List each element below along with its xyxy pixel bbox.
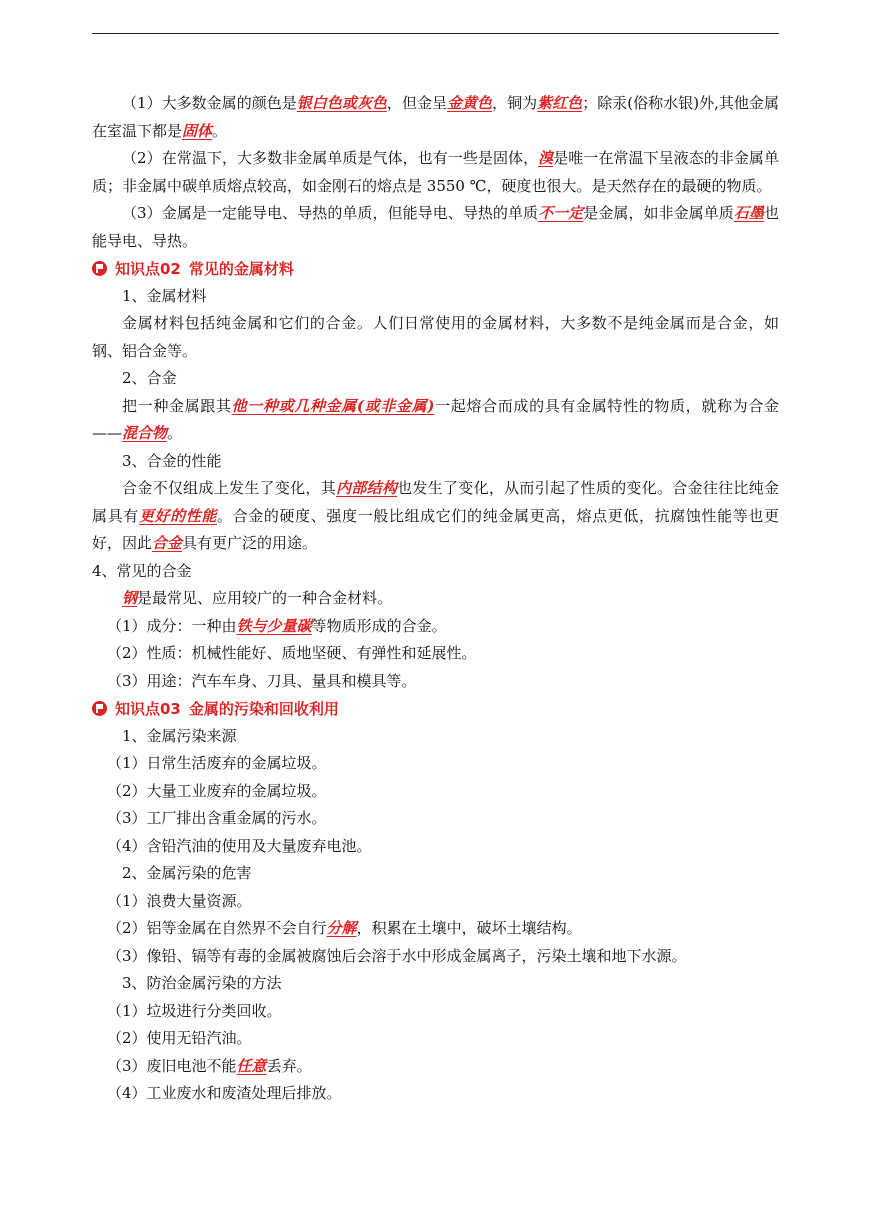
- text: （1）成分：一种由: [107, 616, 237, 635]
- text: 等物质形成的合金。: [311, 616, 447, 635]
- text: （2）在常温下，大多数非金属单质是气体，也有一些是固体，: [122, 149, 539, 167]
- text: 。合金的硬度、强度一般比组成它们的纯金属更高，熔点更低，抗腐蚀性能等也更好，因此: [92, 506, 779, 552]
- text: 丢弃。: [266, 1056, 312, 1075]
- text: （1）大多数金属的颜色是: [122, 94, 297, 112]
- keyword: 内部结构: [336, 479, 398, 497]
- text: 把一种金属跟其: [122, 396, 232, 415]
- text: 。: [167, 424, 183, 442]
- text: 合金不仅组成上发生了变化，其: [122, 479, 336, 497]
- keyword: 他一种或几种金属(或非金属): [231, 396, 435, 415]
- text: （3）金属是一定能导电、导热的单质，但能导电、导热的单质: [122, 204, 539, 222]
- text: 是最常见、应用较广的一种合金材料。: [137, 589, 393, 607]
- metal-color-paragraph: [92, 90, 779, 145]
- list-item: （3）工厂排出含重金属的污水。: [107, 809, 327, 827]
- text: 是唯一在常温下呈液态的非金属单质；非金属中碳单质熔点较高，如金刚石的熔点是 3550 ℃，硬度也很大。是天然存在的最硬的物质。: [92, 149, 779, 195]
- text: （3）废旧电池不能: [107, 1056, 237, 1075]
- list-item: （3）像铅、镉等有毒的金属被腐蚀后会溶于水中形成金属离子，污染土壤和地下水源。: [107, 946, 687, 965]
- keyword: 金黄色: [447, 94, 493, 112]
- list-item: [92, 1053, 779, 1081]
- text: 具有更广泛的用途。: [182, 534, 318, 552]
- text: 是金属，如非金属单质: [583, 204, 734, 222]
- flag-icon: [92, 261, 107, 276]
- section-number: 知识点03: [115, 700, 181, 719]
- steel-paragraph: [92, 585, 779, 613]
- paragraph: 金属材料包括纯金属和它们的合金。人们日常使用的金属材料，大多数不是纯金属而是合金，如钢、铝合金等。: [92, 314, 779, 360]
- section-number: 知识点02: [115, 260, 181, 279]
- header-rule: [92, 33, 779, 34]
- text: 也发生了变化，从而引起了性质的变化。合金往往比纯金属具有: [92, 479, 779, 525]
- list-item: （2）大量工业废弃的金属垃圾。: [107, 781, 327, 800]
- keyword: 溴: [538, 149, 554, 167]
- keyword: 石墨: [733, 204, 764, 222]
- document-body: [92, 90, 779, 1108]
- section-title: 常见的金属材料: [188, 260, 294, 279]
- keyword: 银白色或灰色: [296, 94, 387, 112]
- list-item: （3）用途：汽车车身、刀具、量具和模具等。: [107, 671, 417, 690]
- subheading: 2、合金: [122, 369, 177, 387]
- text: ，铜为: [492, 94, 538, 112]
- list-item: （1）日常生活废弃的金属垃圾。: [107, 754, 327, 772]
- keyword: 更好的性能: [138, 506, 218, 525]
- keyword: 合金: [152, 534, 183, 552]
- list-item: （2）使用无铅汽油。: [107, 1029, 252, 1047]
- text: 一起熔合而成的具有金属特性的物质，就称为合金——: [92, 396, 779, 442]
- keyword: 任意: [236, 1056, 267, 1075]
- subheading: 1、金属污染来源: [122, 726, 237, 745]
- text: 也能导电、导热。: [92, 204, 779, 250]
- section-title: 金属的污染和回收利用: [188, 700, 339, 719]
- keyword: 固体: [182, 121, 213, 140]
- keyword: 混合物: [122, 424, 168, 442]
- alloy-definition-paragraph: [92, 393, 779, 448]
- flag-icon: [92, 701, 107, 716]
- keyword: 钢: [122, 589, 138, 607]
- section-heading-02: [92, 255, 779, 283]
- keyword: 紫红色: [537, 94, 583, 112]
- list-item: [92, 915, 779, 943]
- subheading: 3、合金的性能: [122, 451, 222, 470]
- keyword: 铁与少量碳: [236, 616, 312, 635]
- list-item: （1）浪费大量资源。: [107, 891, 252, 910]
- conductivity-paragraph: [92, 200, 779, 255]
- alloy-properties-paragraph: [92, 475, 779, 558]
- text: 。: [212, 121, 228, 140]
- subheading: 1、金属材料: [122, 286, 207, 305]
- text: ，但金呈: [386, 94, 448, 112]
- subheading: 3、防治金属污染的方法: [122, 974, 282, 992]
- list-item: （1）垃圾进行分类回收。: [107, 1001, 282, 1020]
- keyword: 不一定: [538, 204, 584, 222]
- section-heading-03: [92, 695, 779, 723]
- subheading: 4、常见的合金: [92, 561, 192, 580]
- text: （2）铝等金属在自然界不会自行: [107, 919, 327, 937]
- list-item: [92, 613, 779, 641]
- nonmetal-paragraph: [92, 145, 779, 200]
- subheading: 2、金属污染的危害: [122, 864, 252, 882]
- text: ；除汞(俗称水银)外,其他金属在室温下都是: [92, 94, 779, 140]
- keyword: 分解: [326, 919, 357, 937]
- list-item: （2）性质：机械性能好、质地坚硬、有弹性和延展性。: [107, 644, 477, 662]
- text: ，积累在土壤中，破坏土壤结构。: [356, 919, 582, 937]
- list-item: （4）工业废水和废渣处理后排放。: [107, 1084, 342, 1102]
- list-item: （4）含铅汽油的使用及大量废弃电池。: [107, 836, 372, 855]
